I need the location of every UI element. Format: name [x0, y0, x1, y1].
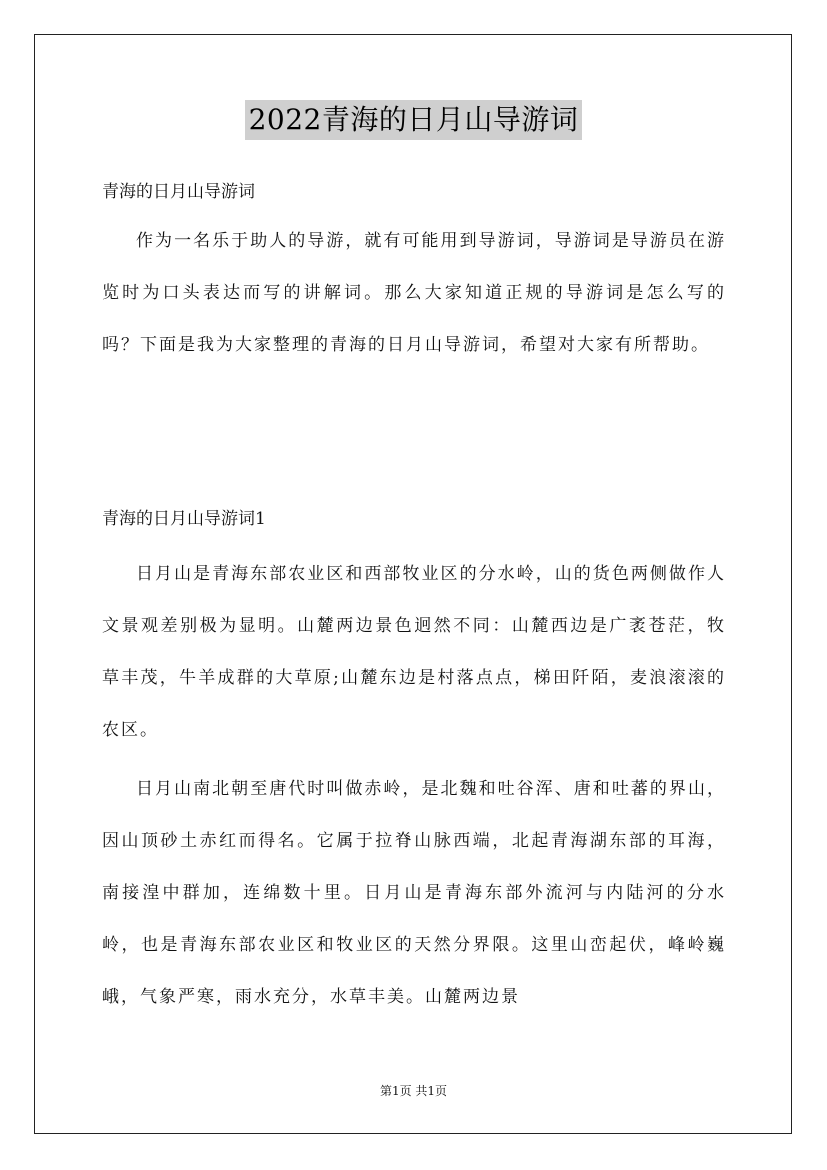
body-paragraph-2: 日月山南北朝至唐代时叫做赤岭，是北魏和吐谷浑、唐和吐蕃的界山，因山顶砂土赤红而得名。它属于拉脊山脉西端，北起青海湖东部的耳海，南接湟中群加，连绵数十里。日月山是青海东部外流河与内陆河的分水岭，也是青海东部农业区和牧业区的天然分界限。这里山峦起伏，峰岭巍峨，气象严寒，雨水充分，水草丰美。山麓两边景 [102, 779, 726, 1007]
body-paragraph-1: 日月山是青海东部农业区和西部牧业区的分水岭，山的货色两侧做作人文景观差别极为显明。山麓两边景色迥然不同：山麓西边是广袤苍茫，牧草丰茂，牛羊成群的大草原;山麓东边是村落点点，梯田阡陌，麦浪滚滚的农区。 [102, 564, 726, 740]
title-container [0, 100, 827, 140]
document-subtitle: 青海的日月山导游词 [102, 182, 255, 202]
section-heading: 青海的日月山导游词1 [102, 509, 266, 529]
intro-paragraph: 作为一名乐于助人的导游，就有可能用到导游词，导游词是导游员在游览时为口头表达而写的讲解词。那么大家知道正规的导游词是怎么写的吗？下面是我为大家整理的青海的日月山导游词，希望对大家有所帮助。 [102, 231, 726, 355]
page-footer: 第1页 共1页 [379, 1084, 448, 1098]
document-title: 2022青海的日月山导游词 [245, 100, 583, 140]
